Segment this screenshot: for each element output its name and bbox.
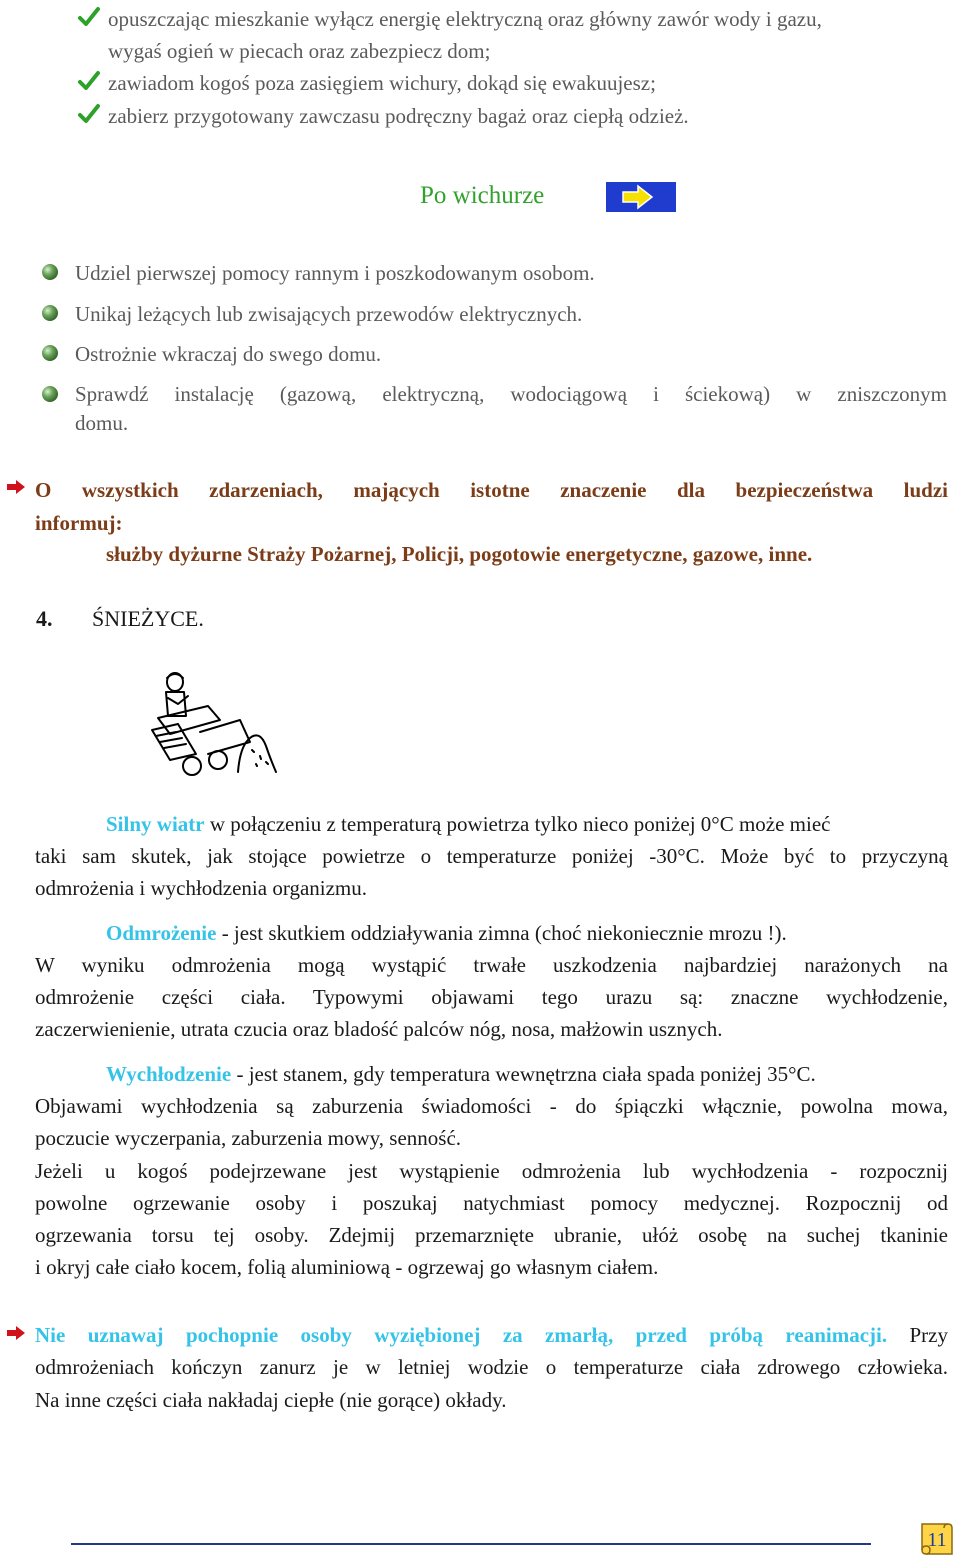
term-frostbite: Odmrożenie — [106, 921, 217, 945]
hypothermia-line: ogrzewania torsu tej osoby. Zdejmij przemarznięte ubranie, ułóż osobę na suchej tkaninie — [35, 1223, 948, 1247]
section-number: 4. — [36, 606, 53, 631]
wind-line: taki sam skutek, jak stojące powietrze o temperaturze poniżej -30°C. Może być to przyczyną — [35, 844, 948, 868]
checklist-item-1-cont: wygaś ogień w piecach oraz zabezpiecz dom; — [108, 39, 491, 63]
wind-line: odmrożenia i wychłodzenia organizmu. — [35, 876, 368, 900]
page-number-badge — [918, 1521, 954, 1557]
hypothermia-line: Jeżeli u kogoś podejrzewane jest wystąpienie odmrożenia lub wychłodzenia - rozpocznij — [35, 1159, 948, 1183]
checkmark-icon — [78, 70, 100, 92]
frostbite-line: odmrożenie części ciała. Typowymi objawami tego urazu są: znaczne wychłodzenie, — [35, 985, 948, 1009]
arrow-right-icon — [6, 480, 26, 494]
arrow-right-icon — [6, 1326, 26, 1340]
after-storm-item-1: Udziel pierwszej pomocy rannym i poszkodowanym osobom. — [75, 261, 595, 285]
checklist-item-2: zawiadom kogoś poza zasięgiem wichury, dokąd się ewakuujesz; — [108, 71, 656, 95]
page-number: 11 — [927, 1529, 947, 1551]
hypothermia-line: Objawami wychłodzenia są zaburzenia świadomości - do śpiączki włącznie, powolna mowa, — [35, 1094, 948, 1118]
checkmark-icon — [78, 103, 100, 125]
bullet-icon — [42, 305, 58, 321]
term-strong-wind: Silny wiatr — [106, 812, 205, 836]
checklist-item-1: opuszczając mieszkanie wyłącz energię elektryczną oraz główny zawór wody i gazu, — [108, 7, 822, 31]
frostbite-paragraph — [106, 917, 787, 949]
footer-rule — [71, 1543, 871, 1545]
wind-text: w połączeniu z temperaturą powietrza tylko nieco poniżej 0°C może mieć — [204, 812, 831, 836]
inform-line: O wszystkich zdarzeniach, mających istotne znaczenie dla bezpieczeństwa ludzi — [35, 478, 948, 502]
hypothermia-paragraph — [106, 1058, 816, 1090]
after-storm-item-2: Unikaj leżących lub zwisających przewodów elektrycznych. — [75, 302, 583, 326]
arrow-right-icon — [606, 182, 676, 212]
wind-paragraph — [106, 808, 831, 840]
bullet-icon — [42, 386, 58, 402]
frostbite-line: zaczerwienienie, utrata czucia oraz bladość palców nóg, nosa, małżowin usznych. — [35, 1017, 723, 1041]
warning-paragraph — [35, 1319, 948, 1351]
bullet-icon — [42, 264, 58, 280]
hypothermia-line: powolne ogrzewanie osoby i poszukaj natychmiast pomocy medycznej. Rozpocznij od — [35, 1191, 948, 1215]
after-storm-item-3: Ostrożnie wkraczaj do swego domu. — [75, 342, 382, 366]
inform-services: służby dyżurne Straży Pożarnej, Policji, pogotowie energetyczne, gazowe, inne. — [106, 542, 813, 566]
hypothermia-line: poczucie wyczerpania, zaburzenia mowy, senność. — [35, 1126, 462, 1150]
checkmark-icon — [78, 6, 100, 28]
hypothermia-text: - jest stanem, gdy temperatura wewnętrzna ciała spada poniżej 35°C. — [231, 1062, 816, 1086]
hypothermia-line: i okryj całe ciało kocem, folią aluminiową - ogrzewaj go własnym ciałem. — [35, 1255, 659, 1279]
warning-bold-text: Nie uznawaj pochopnie osoby wyziębionej za zmarłą, przed próbą reanimacji. — [35, 1323, 888, 1347]
checklist-item-3: zabierz przygotowany zawczasu podręczny bagaż oraz ciepłą odzież. — [108, 104, 689, 128]
frostbite-text: - jest skutkiem oddziaływania zimna (choć niekoniecznie mrozu !). — [216, 921, 787, 945]
after-storm-item-4-cont: domu. — [75, 411, 129, 435]
section-title: ŚNIEŻYCE. — [92, 606, 204, 631]
term-hypothermia: Wychłodzenie — [106, 1062, 232, 1086]
after-storm-item-4: Sprawdź instalację (gazową, elektryczną, wodociągową i ściekową) w zniszczonym — [75, 382, 947, 406]
section-heading-after-storm: Po wichurze — [420, 182, 545, 209]
snowplow-illustration — [148, 668, 278, 780]
warning-line: odmrożeniach kończyn zanurz je w letniej wodzie o temperaturze ciała zdrowego człowieka. — [35, 1355, 948, 1379]
inform-line-cont: informuj: — [35, 511, 123, 535]
frostbite-line: W wyniku odmrożenia mogą wystąpić trwałe uszkodzenia najbardziej narażonych na — [35, 953, 948, 977]
warning-line: Na inne części ciała nakładaj ciepłe (nie gorące) okłady. — [35, 1388, 507, 1412]
warning-text: Przy — [887, 1323, 948, 1347]
bullet-icon — [42, 345, 58, 361]
